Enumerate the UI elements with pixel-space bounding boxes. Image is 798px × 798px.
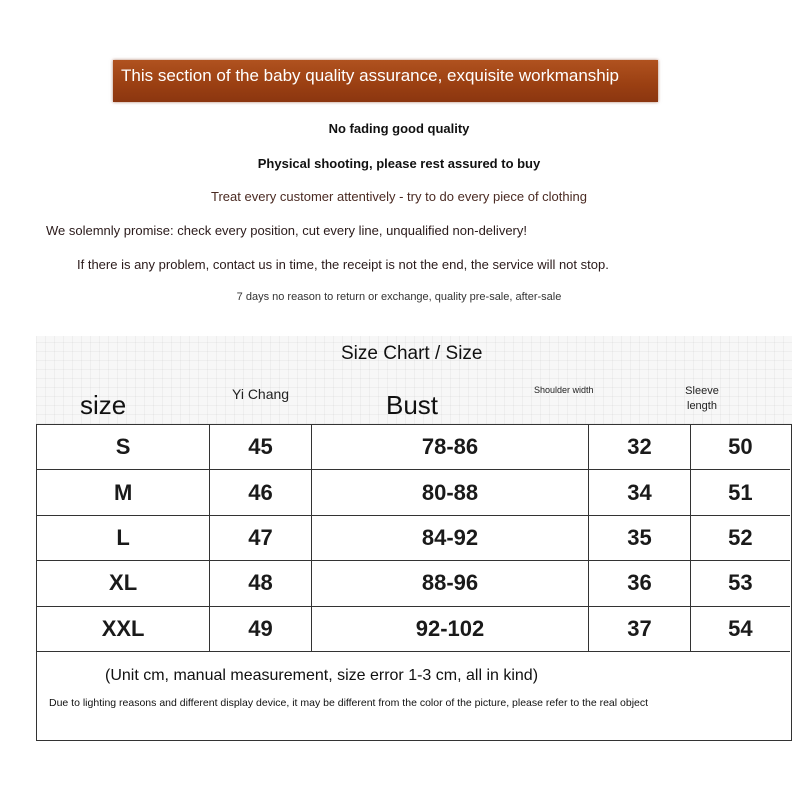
cell-shoulder: 35 [589,515,691,560]
cell-yichang: 49 [210,606,312,651]
column-header-bust: Bust [386,390,439,420]
unit-note: (Unit cm, manual measurement, size error 1-3 cm, all in kind) [105,667,539,684]
table-row [37,561,790,606]
cell-sleeve: 52 [690,515,790,560]
cell-sleeve: 50 [690,425,790,470]
size-table-container [36,424,792,741]
table-row [37,515,790,560]
column-header-yichang: Yi Chang [232,386,290,402]
cell-yichang: 47 [210,515,312,560]
table-row [37,425,790,470]
promo-line-quality: No fading good quality [328,121,470,136]
cell-bust: 80-88 [311,470,588,515]
cell-bust: 88-96 [311,561,588,606]
cell-shoulder: 36 [589,561,691,606]
promo-line-promise: We solemnly promise: check every position, cut every line, unqualified non-delivery! [46,223,527,238]
color-disclaimer: Due to lighting reasons and different display device, it may be different from the color of the picture, please refer to the real object [49,697,649,709]
banner-text: This section of the baby quality assurance, exquisite workmanship [121,66,619,85]
table-row [37,606,790,651]
cell-shoulder: 37 [589,606,691,651]
cell-bust: 78-86 [311,425,588,470]
size-table [37,425,790,652]
promo-line-attentive: Treat every customer attentively - try to do every piece of clothing [211,189,587,204]
cell-yichang: 45 [210,425,312,470]
cell-shoulder: 32 [589,425,691,470]
cell-shoulder: 34 [589,470,691,515]
cell-size: XL [37,561,210,606]
promo-line-returns: 7 days no reason to return or exchange, quality pre-sale, after-sale [236,291,562,303]
cell-sleeve: 54 [690,606,790,651]
cell-size: M [37,470,210,515]
cell-size: L [37,515,210,560]
cell-size: S [37,425,210,470]
cell-size: XXL [37,606,210,651]
cell-bust: 84-92 [311,515,588,560]
size-chart-title: Size Chart / Size [341,343,483,364]
cell-sleeve: 53 [690,561,790,606]
promo-line-shooting: Physical shooting, please rest assured to buy [257,156,541,171]
cell-yichang: 46 [210,470,312,515]
column-header-sleeve-length: Sleeve length [685,385,719,412]
table-row [37,470,790,515]
cell-yichang: 48 [210,561,312,606]
promo-banner [113,60,658,102]
promo-line-service: If there is any problem, contact us in time, the receipt is not the end, the service will not stop. [77,257,609,272]
cell-bust: 92-102 [311,606,588,651]
column-header-size: size [80,390,127,420]
column-header-shoulder-width: Shoulder width [534,385,594,395]
cell-sleeve: 51 [690,470,790,515]
